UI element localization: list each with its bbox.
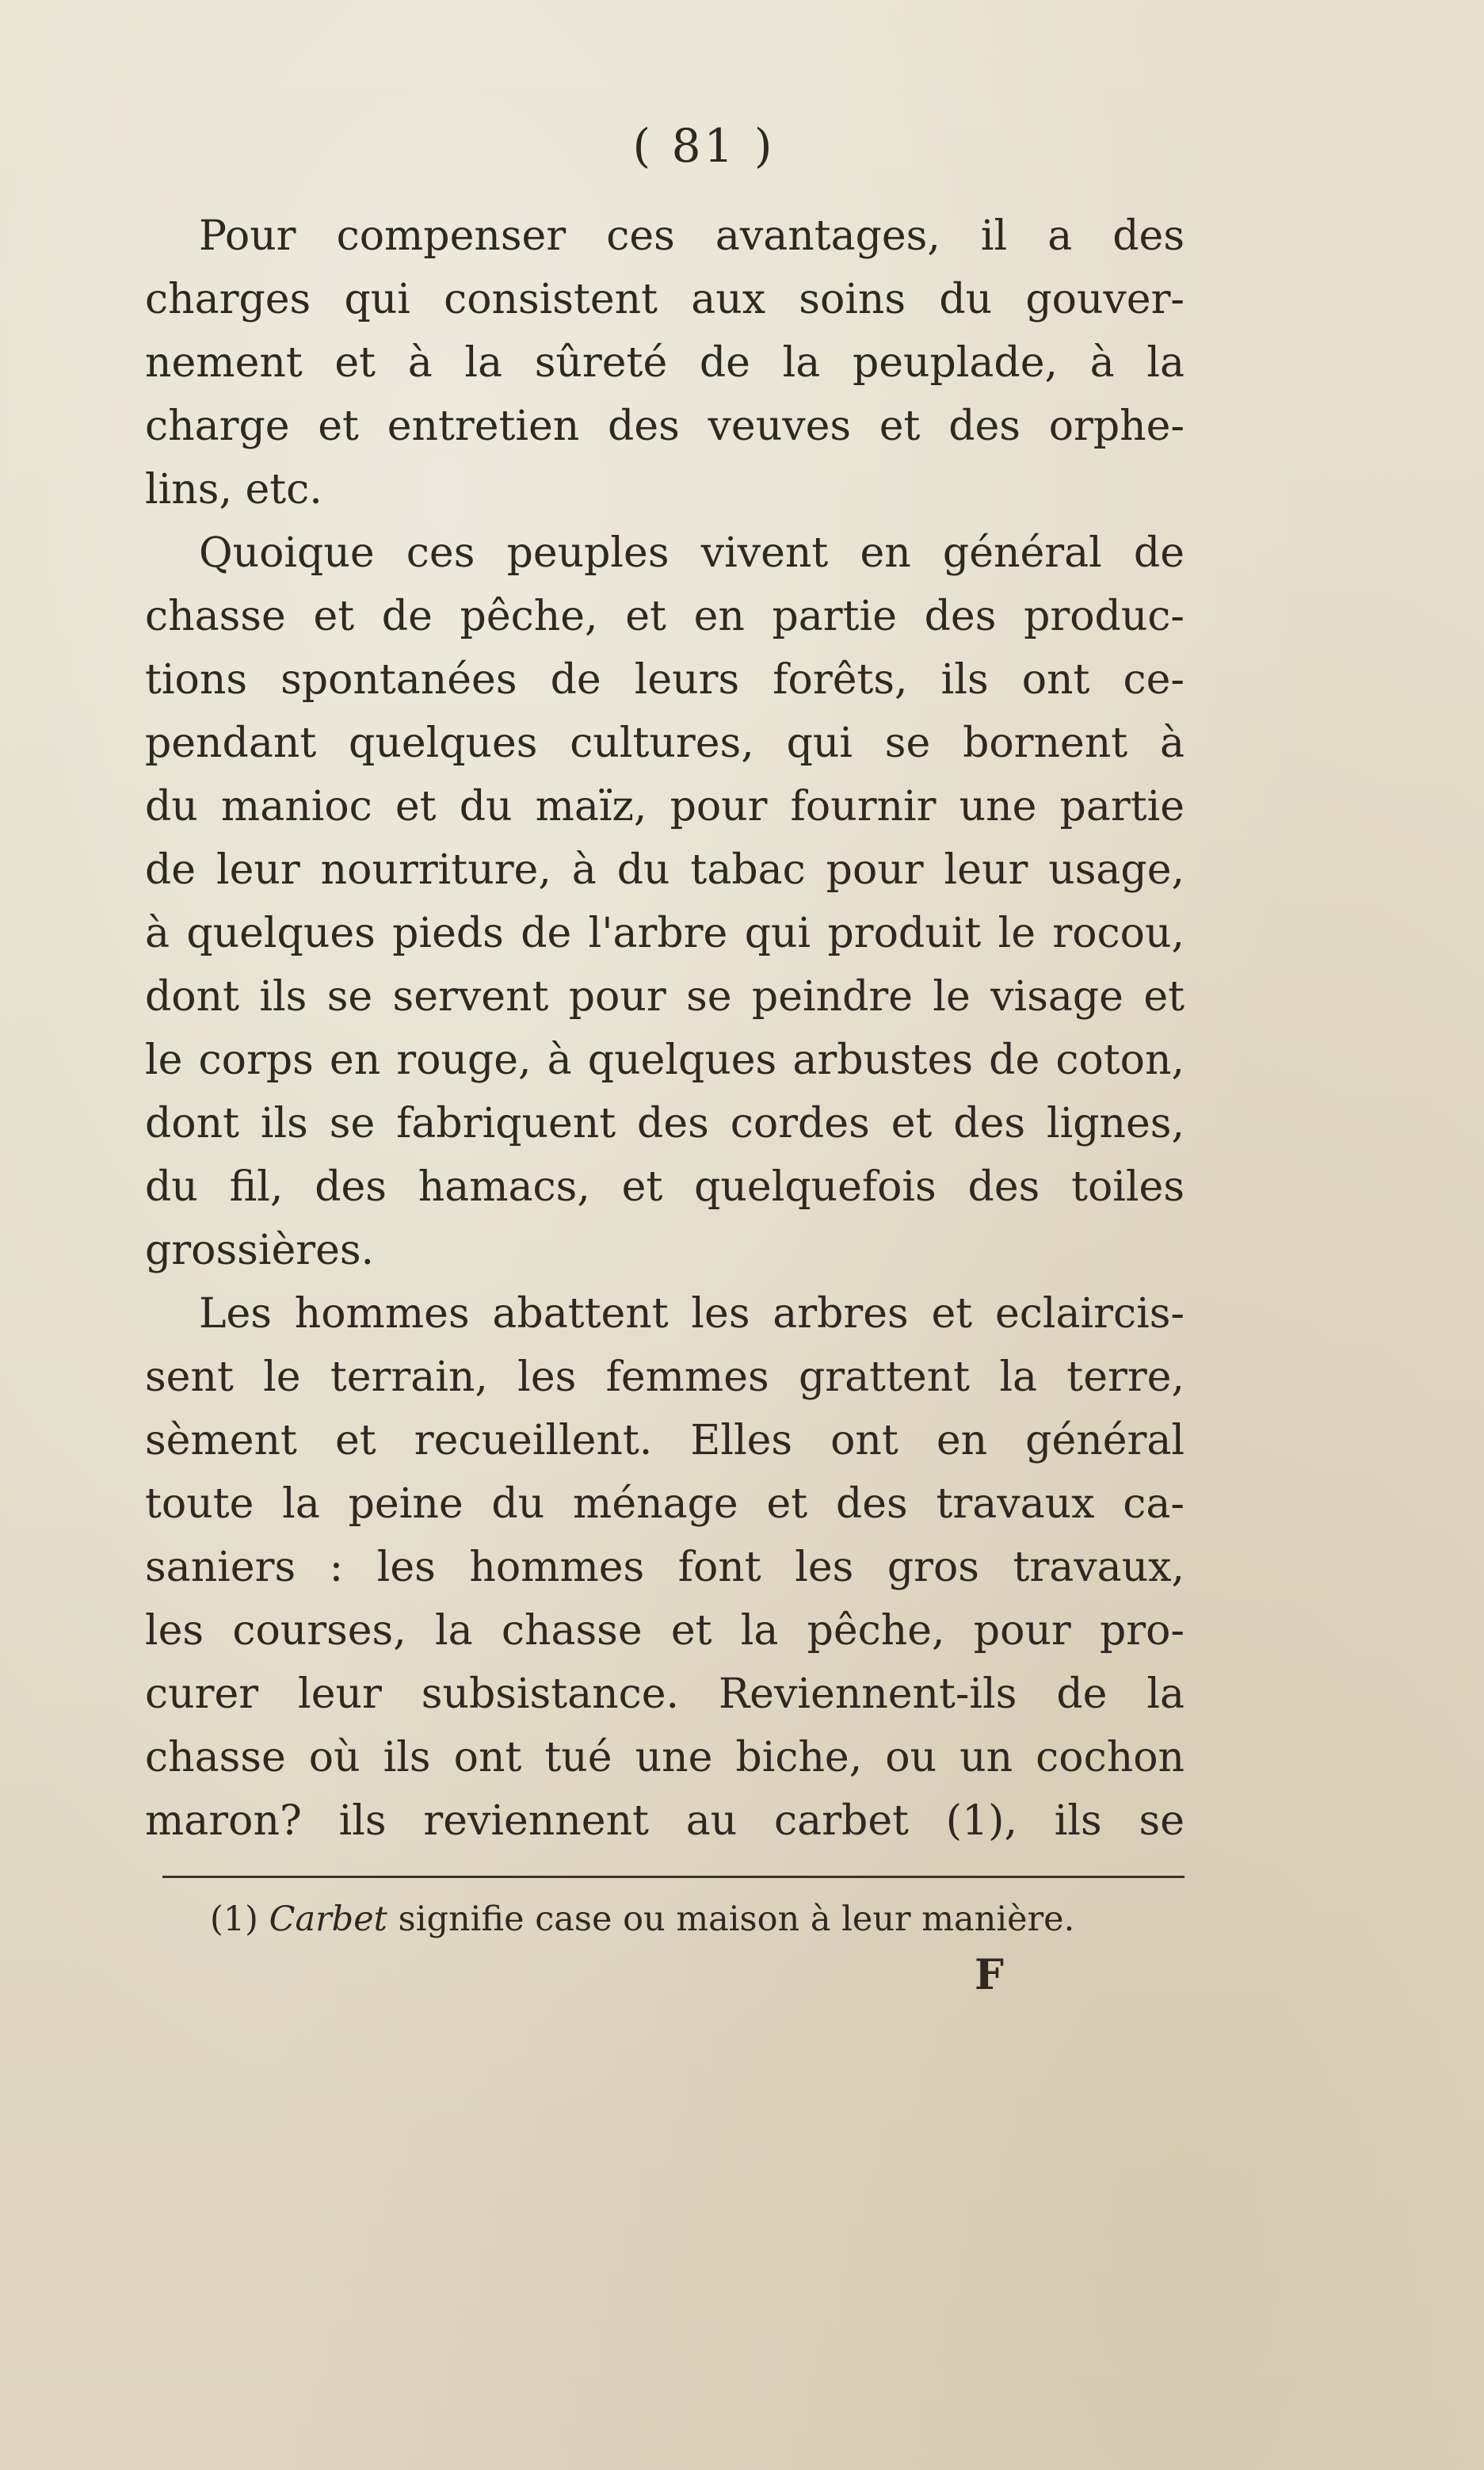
text-line: charges qui consistent aux soins du gouver- <box>145 276 1185 323</box>
text-line: tions spontanées de leurs forêts, ils ont ce- <box>145 656 1185 704</box>
text-line: du manioc et du maïz, pour fournir une partie <box>145 783 1185 830</box>
page-number <box>0 119 1484 173</box>
text-line: les courses, la chasse et la pêche, pour pro- <box>145 1607 1185 1655</box>
text-line: le corps en rouge, à quelques arbustes de coton, <box>145 1036 1185 1084</box>
text-line: grossières. <box>145 1227 375 1274</box>
text-line: du fil, des hamacs, et quelquefois des toiles <box>145 1163 1185 1211</box>
page-number-text: ( 81 ) <box>632 119 776 173</box>
text-line: sèment et recueillent. Elles ont en général <box>145 1417 1185 1464</box>
text-line: toute la peine du ménage et des travaux ca- <box>145 1480 1185 1528</box>
text-line: maron? ils reviennent au carbet (1), ils se <box>145 1797 1185 1845</box>
text-line: de leur nourriture, à du tabac pour leur usage, <box>145 846 1185 894</box>
text-line: à quelques pieds de l'arbre qui produit le rocou, <box>145 910 1185 957</box>
text-line: sent le terrain, les femmes grattent la terre, <box>145 1353 1185 1401</box>
text-line: charge et entretien des veuves et des orphe- <box>145 403 1185 450</box>
footnote-text: signifie case ou maison à leur manière. <box>398 1899 1075 1939</box>
text-line: saniers : les hommes font les gros travaux, <box>145 1544 1185 1591</box>
body-text <box>145 204 1185 1853</box>
text-line: nement et à la sûreté de la peuplade, à la <box>145 339 1185 387</box>
text-line: dont ils se fabriquent des cordes et des lignes, <box>145 1100 1185 1147</box>
signature-mark: F <box>975 1951 1004 1999</box>
footnote <box>210 1895 1074 1943</box>
footnote-term: Carbet <box>269 1899 387 1939</box>
text-line: Quoique ces peuples vivent en général de <box>199 529 1185 577</box>
text-line: Les hommes abattent les arbres et eclaircis- <box>199 1290 1185 1338</box>
text-line: chasse où ils ont tué une biche, ou un cochon <box>145 1734 1185 1781</box>
text-line: chasse et de pêche, et en partie des produc- <box>145 593 1185 640</box>
footnote-marker: (1) <box>210 1899 258 1939</box>
text-line: Pour compenser ces avantages, il a des <box>199 212 1185 260</box>
text-line: dont ils se servent pour se peindre le visage et <box>145 973 1185 1021</box>
text-line: pendant quelques cultures, qui se bornent à <box>145 720 1185 767</box>
text-line: lins, etc. <box>145 466 322 513</box>
text-line: curer leur subsistance. Reviennent-ils de la <box>145 1670 1185 1718</box>
footnote-divider <box>162 1876 1185 1878</box>
